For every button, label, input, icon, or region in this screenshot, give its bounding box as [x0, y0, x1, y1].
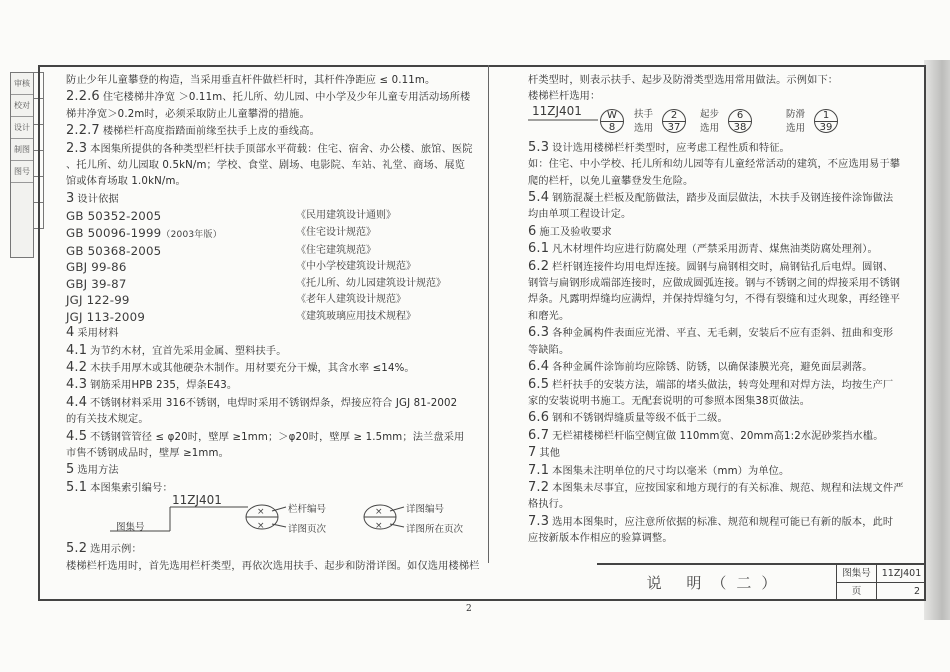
- text-line: [66, 541, 481, 558]
- example-atlas-code: 11ZJ401: [532, 103, 582, 118]
- standard-code: GB 50096-1999（2003年版）: [66, 225, 222, 240]
- text-line: [528, 410, 908, 427]
- text-line: [66, 191, 481, 208]
- clause-number: 5.3: [528, 139, 550, 155]
- text-line: [66, 107, 481, 123]
- standard-row: [66, 259, 481, 275]
- rail-type-symbol: W 8: [600, 109, 624, 133]
- text-line: [66, 395, 481, 412]
- text-line: [66, 343, 481, 360]
- text-line: [66, 325, 481, 342]
- clause-text: 钢筋采用HPB 235，焊条E43。: [90, 380, 238, 392]
- clause-text: 焊条。凡露明焊缝均应满焊，并保持焊缝匀匀，不得有裂缝和过火现象，再经锉平: [528, 294, 901, 306]
- clause-text: 采用材料: [77, 328, 119, 340]
- text-line: [528, 174, 908, 190]
- standard-row: [66, 243, 481, 259]
- text-line: [528, 325, 908, 342]
- handrail-select: 选用: [634, 122, 654, 134]
- handrail-symbol: 2 37: [662, 109, 686, 133]
- footer-page-number: 2: [466, 604, 472, 614]
- index-diagram: [66, 493, 481, 541]
- gutter-label: 制图: [11, 139, 33, 161]
- clause-number: 5.1: [66, 479, 88, 495]
- gutter-label: 图号: [11, 161, 33, 183]
- clause-text: 市售不锈钢成品时，壁厚 ≥1mm。: [66, 447, 229, 459]
- clause-text: 钢筋混凝土栏板及配筋做法，踏步及面层做法，木扶手及钢连接件涂饰做法: [552, 193, 894, 205]
- clause-number: 4.5: [66, 428, 88, 444]
- text-line: [528, 480, 908, 497]
- clause-number: 2.2.7: [66, 123, 100, 139]
- text-line: [528, 514, 908, 531]
- clause-text: 住宅楼梯井净宽 ＞0.11m、托儿所、幼儿园、中小学及少年儿童专用活动场所楼: [102, 92, 471, 104]
- text-line: [528, 190, 908, 207]
- clause-text: 钢管与扁钢形成端部连接时，应做成圆弧连接。钢与不锈钢之间的焊接采用不锈钢: [528, 278, 901, 290]
- label-detail-page: 详图页次: [288, 524, 327, 536]
- clause-text: 选用本图集时，应注意所依据的标准、规范和规程可能已有新的版本，此时: [552, 516, 894, 528]
- text-line: [528, 359, 908, 376]
- text-line: [528, 445, 908, 462]
- standard-title: 《建筑玻璃应用技术规程》: [296, 310, 416, 322]
- text-line: [66, 429, 481, 446]
- sheet-title: 说 明（二）: [597, 565, 837, 601]
- standard-code: GBJ 99-86: [66, 260, 127, 275]
- text-line: [66, 73, 481, 89]
- text-line: [66, 377, 481, 394]
- clause-number: 5.2: [66, 541, 88, 557]
- selection-example: [528, 103, 908, 140]
- clause-text: 、托儿所、幼儿园取 0.5kN/m；学校、食堂、剧场、电影院、车站、礼堂、商场、展览: [66, 160, 465, 172]
- clause-text: 栏杆扶手的安装方法，端部的堵头做法，转弯处理和对焊方法，均按生产厂: [552, 379, 894, 391]
- clause-number: 6: [528, 223, 537, 239]
- clause-text: 为节约木材，宜首先采用金属、塑料扶手。: [90, 345, 287, 357]
- clause-text: 选用示例：: [90, 544, 142, 556]
- standard-title: 《老年人建筑设计规范》: [296, 294, 406, 306]
- clause-number: 6.3: [528, 325, 550, 341]
- start-symbol: 6 38: [728, 109, 752, 133]
- standard-code: GB 50352-2005: [66, 209, 162, 224]
- gutter-label: 审核: [11, 73, 33, 95]
- scan-shadow: [924, 60, 950, 620]
- clause-text: 其他: [539, 448, 561, 460]
- start-label: 起步: [700, 108, 720, 120]
- standard-row: [66, 276, 481, 292]
- standard-title: 《中小学校建筑设计规范》: [296, 261, 416, 273]
- label-atlas-no: 图集号: [116, 522, 145, 534]
- clause-number: 6.7: [528, 427, 550, 443]
- clause-number: 7.1: [528, 462, 550, 478]
- clause-text: 和磨光。: [528, 310, 570, 322]
- page-value: 2: [913, 586, 920, 597]
- clause-number: 4: [66, 325, 75, 341]
- label-rail-no: 栏杆编号: [288, 504, 327, 516]
- clause-text: 本图集索引编号：: [90, 482, 173, 494]
- clause-number: 2.2.6: [66, 89, 100, 105]
- standard-row: [66, 225, 481, 243]
- clause-text: 钢和不锈钢焊缝质量等级不低于二级。: [552, 413, 728, 425]
- handrail-label: 扶手: [634, 108, 654, 120]
- clause-text: 木扶手用厚木或其他硬杂木制作。用材要充分干燥，其含水率 ≤14%。: [90, 362, 415, 374]
- text-line: [528, 377, 908, 394]
- clause-number: 6.2: [528, 258, 550, 274]
- clause-text: 本图集未注明单位的尺寸均以毫米（mm）为单位。: [552, 465, 790, 477]
- clause-number: 5: [66, 462, 75, 478]
- text-line: [528, 309, 908, 325]
- clause-text: 施工及验收要求: [539, 226, 612, 238]
- atlas-value: 11ZJ401: [877, 565, 926, 583]
- standard-title: 《住宅设计规范》: [296, 226, 376, 238]
- column-divider: [488, 65, 489, 563]
- clause-text: 楼梯栏杆高度指踏面前缘至扶手上皮的垂线高。: [102, 126, 320, 138]
- standard-title: 《托儿所、幼儿园建筑设计规范》: [296, 277, 446, 289]
- label-located-page: 详图所在页次: [406, 524, 464, 536]
- clause-text: 无栏裙楼梯栏杆临空侧宜做 110mm宽、20mm高1:2水泥砂浆挡水槛。: [552, 430, 884, 442]
- text-line: [66, 412, 481, 428]
- clause-number: 4.4: [66, 394, 88, 410]
- text-line: [528, 241, 908, 258]
- clause-text: 楼梯栏杆选用：: [528, 91, 601, 103]
- label-detail-no: 详图编号: [406, 504, 445, 516]
- standard-code: GB 50368-2005: [66, 244, 162, 259]
- text-line: [528, 463, 908, 480]
- text-line: [66, 462, 481, 479]
- text-line: [528, 343, 908, 359]
- clause-text: 本图集未尽事宜，应按国家和地方现行的有关标准、规范、规程和法规文件严: [552, 482, 904, 494]
- clause-text: 选用方法: [77, 465, 119, 477]
- text-line: [66, 89, 481, 106]
- text-line: [528, 207, 908, 223]
- standard-row: [66, 208, 481, 224]
- text-line: [528, 531, 908, 547]
- standard-code: JGJ 113-2009: [66, 309, 146, 324]
- text-line: [528, 276, 908, 292]
- clause-text: 楼梯栏杆选用时，首先选用栏杆类型，再依次选用扶手、起步和防滑详图。如仅选用楼梯栏: [66, 560, 480, 572]
- clause-text: 格执行。: [528, 499, 570, 511]
- text-line: [528, 73, 908, 89]
- right-column: [528, 73, 908, 548]
- binding-strip: [10, 72, 34, 258]
- clause-text: 凡木材埋件均应进行防腐处理（严禁采用沥青、煤焦油类防腐处理剂）。: [552, 244, 878, 256]
- clause-text: 等缺陷。: [528, 344, 570, 356]
- text-line: [528, 259, 908, 276]
- clause-number: 6.1: [528, 241, 550, 257]
- text-line: [66, 174, 481, 190]
- standard-title: 《住宅建筑规范》: [296, 245, 376, 257]
- text-line: [528, 497, 908, 513]
- svg-text:×: ×: [375, 521, 383, 532]
- standard-code: GBJ 39-87: [66, 276, 127, 291]
- clause-text: 应按新版本作相应的验算调整。: [528, 533, 673, 545]
- clause-number: 4.2: [66, 359, 88, 375]
- clause-number: 2.3: [66, 140, 88, 156]
- standard-title: 《民用建筑设计通则》: [296, 210, 396, 222]
- title-block: [597, 563, 926, 601]
- clause-number: 6.5: [528, 376, 550, 392]
- text-line: [66, 480, 481, 497]
- text-line: [528, 394, 908, 410]
- gutter-label: 校对: [11, 95, 33, 117]
- clause-number: 7.3: [528, 513, 550, 529]
- gutter-label: 设计: [11, 117, 33, 139]
- text-line: [66, 158, 481, 174]
- svg-text:×: ×: [257, 507, 265, 518]
- left-column: [66, 73, 481, 575]
- svg-text:×: ×: [375, 507, 383, 518]
- clause-text: 的有关技术规定。: [66, 414, 149, 426]
- svg-text:×: ×: [257, 521, 265, 532]
- atlas-code: 11ZJ401: [172, 493, 222, 508]
- atlas-label: 图集号: [837, 565, 877, 583]
- clause-text: 家的安装说明书施工。无配套说明的可参照本图集38页做法。: [528, 395, 811, 407]
- clause-number: 4.1: [66, 342, 88, 358]
- clause-number: 7.2: [528, 479, 550, 495]
- standard-code: JGJ 122-99: [66, 293, 130, 308]
- text-line: [66, 446, 481, 462]
- anti-slip-symbol: 1 39: [814, 109, 838, 133]
- anti-slip-select: 选用: [786, 122, 806, 134]
- start-select: 选用: [700, 122, 720, 134]
- clause-text: 设计依据: [77, 193, 119, 205]
- standard-edition: （2003年版）: [161, 229, 222, 240]
- clause-number: 4.3: [66, 377, 88, 393]
- clause-text: 栏杆钢连接件均用电焊连接。圆钢与扁钢相交时，扁钢钻孔后电焊。圆钢、: [552, 261, 894, 273]
- clause-text: 爬的栏杆，以免儿童攀登发生危险。: [528, 175, 694, 187]
- clause-number: 6.6: [528, 410, 550, 426]
- clause-text: 均由单项工程设计定。: [528, 209, 632, 221]
- clause-text: 梯井净宽＞0.2m时，必须采取防止儿童攀滑的措施。: [66, 108, 310, 120]
- clause-text: 本图集所提供的各种类型栏杆扶手顶部水平荷载：住宅、宿舍、办公楼、旅馆、医院: [90, 143, 473, 155]
- clause-text: 馆或体育场取 1.0kN/m。: [66, 176, 186, 188]
- clause-text: 设计选用楼梯栏杆类型时，应考虑工程性质和特征。: [552, 142, 790, 154]
- clause-text: 杆类型时，则表示扶手、起步及防滑类型选用常用做法。示例如下：: [528, 75, 839, 86]
- text-line: [528, 428, 908, 445]
- clause-text: 各种金属件涂饰前均应除锈、防锈，以确保漆膜光亮，避免面层剥落。: [552, 362, 873, 374]
- text-line: [528, 224, 908, 241]
- text-line: [66, 123, 481, 140]
- standard-row: [66, 309, 481, 325]
- text-line: [66, 360, 481, 377]
- clause-text: 不锈钢材料采用 316不锈钢，电焊时采用不锈钢焊条，焊接应符合 JGJ 81-2002: [90, 397, 458, 409]
- text-line: [66, 141, 481, 158]
- text-line: [528, 157, 908, 173]
- page-label: 页: [837, 583, 877, 601]
- text-line: [66, 559, 481, 575]
- clause-number: 7: [528, 445, 537, 461]
- text-line: [528, 140, 908, 157]
- clause-text: 不锈钢管管径 ≤ φ20时，壁厚 ≥1mm；＞φ20时，壁厚 ≥ 1.5mm；法兰盘采用: [90, 431, 465, 443]
- clause-number: 5.4: [528, 190, 550, 206]
- clause-number: 3: [66, 190, 75, 206]
- clause-text: 防止少年儿童攀登的构造，当采用垂直杆件做栏杆时，其杆件净距应 ≤ 0.11m。: [66, 75, 436, 86]
- clause-text: 如：住宅、中小学校、托儿所和幼儿园等有儿童经常活动的建筑，不应选用易于攀: [528, 159, 901, 171]
- anti-slip-label: 防滑: [786, 108, 806, 120]
- standard-row: [66, 292, 481, 308]
- text-line: [528, 292, 908, 308]
- clause-text: 各种金属构件表面应光滑、平直、无毛刺，安装后不应有歪斜、扭曲和变形: [552, 328, 894, 340]
- text-line: [528, 89, 908, 105]
- clause-number: 6.4: [528, 359, 550, 375]
